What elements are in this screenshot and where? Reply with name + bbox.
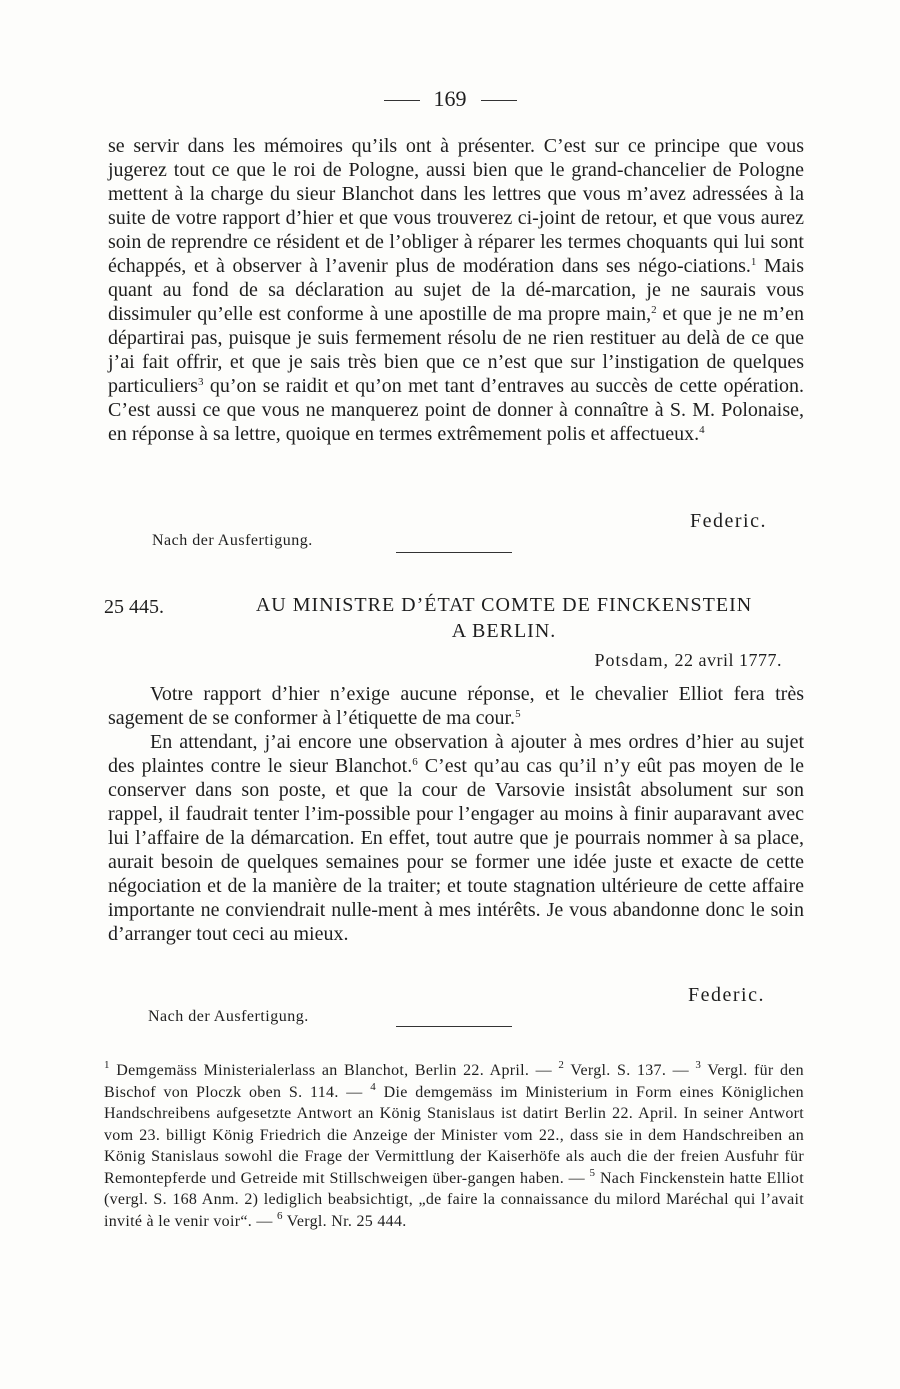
footnote-text-2: Vergl. S. 137. —	[570, 1062, 689, 1079]
page-number: 169	[433, 86, 467, 111]
letter2-dateline	[594, 650, 782, 671]
footnote-text-5: Nach Finckenstein hatte Elliot (vergl. S. 168 Anm. 2) lediglich beabsichtigt, „de faire la connaissance du milord Maréchal qui l’avait invité à le venir voir“. —	[104, 1169, 804, 1230]
footnote-num-6: 6	[276, 1209, 283, 1222]
header-dash-right	[481, 100, 517, 101]
letter2-rule	[396, 1026, 512, 1027]
footnote-ref-5: 5	[515, 708, 521, 720]
letter2-place: Potsdam,	[594, 650, 669, 670]
letter1-text3: et que je ne m’en départirai pas, puisque je suis fermement résolu de ne rien restituer au delà de ce que j’ai fait offrir, et que je sais très bien que ce n’est que sur l’instigation de quelques particuliers	[108, 303, 804, 397]
letter2-signature: Federic.	[688, 984, 765, 1006]
letter2-body	[108, 682, 804, 946]
footnote-num-2: 2	[558, 1059, 565, 1071]
letter1-signature: Federic.	[690, 510, 767, 532]
footnote-num-5: 5	[589, 1166, 596, 1179]
letter2-source: Nach der Ausfertigung.	[148, 1008, 309, 1025]
page-header	[0, 86, 900, 112]
footnote-ref-1: 1	[750, 256, 757, 268]
footnote-text-1: Demgemäss Ministerialerlass an Blanchot, Berlin 22. April. —	[116, 1062, 552, 1079]
letter2-date: 22 avril 1777.	[674, 650, 782, 670]
letter2-title-line2: A BERLIN.	[451, 620, 557, 642]
letter1-rule	[396, 552, 512, 553]
letter1-text2: Mais quant au fond de sa déclaration au sujet de la dé-marcation, je ne saurais vous dissimuler qu’elle est conforme à une apostille de ma propre main,	[108, 255, 805, 325]
footnotes	[104, 1060, 804, 1232]
letter2-p2a-text: En attendant, j’ai encore une observation à ajouter à mes ordres d’hier au sujet des plaintes contre le sieur Blanchot.	[108, 731, 804, 777]
footnote-ref-6: 6	[412, 756, 418, 768]
footnote-num-1: 1	[104, 1059, 110, 1071]
letter2-title	[204, 592, 804, 644]
letter2-p2b-text: C’est qu’au cas qu’il n’y eût pas moyen de le conserver dans son poste, et que la cour de Varsovie insistât absolument sur son rappel, il faudrait tenter l’im-possible pour l’engager au moins à finir auparavant avec lui l’affaire de la démarcation. En effet, tout autre que je pourrais nommer à sa place, aurait besoin de quelques semaines pour se former une idée juste et exacte de cette négociation et de la manière de la traiter; et toute stagnation ultérieure de cette affaire importante ne conviendrait nulle-ment à mes intérêts. Je vous abandonne donc le soin d’arranger tout ceci au mieux.	[108, 755, 805, 945]
letter1-text: se servir dans les mémoires qu’ils ont à présenter. C’est sur ce principe que vous jugerez tout ce que le roi de Pologne, aussi bien que le grand-chancelier de Pologne mettent à la charge du sieur Blanchot dans les lettres que vous m’avez adressées à la suite de votre rapport d’hier et que vous trouverez ci-joint de retour, et que vous aurez soin de reprendre ce résident et de l’obliger à réparer les termes choquants qui lui sont échappés, et à observer à l’avenir plus de modération dans ses négo-ciations.	[108, 135, 804, 277]
footnote-text-3: Vergl. für den Bischof von Ploczk oben S. 114. —	[104, 1062, 804, 1101]
letter2-p1-text: Votre rapport d’hier n’exige aucune réponse, et le chevalier Elliot fera très sagement de se conformer à l’étiquette de ma cour.	[108, 683, 804, 729]
footnotes-block	[104, 1060, 804, 1232]
letter2-title-line1: AU MINISTRE D’ÉTAT COMTE DE FINCKENSTEIN	[255, 594, 753, 616]
letter1-text4: qu’on se raidit et qu’on met tant d’entraves au succès de cette opération. C’est aussi ce que vous ne manquerez point de donner à connaître à S. M. Polonaise, en réponse à sa lettre, quoique en termes extrêmement polis et affectueux.	[108, 375, 804, 445]
header-dash-left	[384, 100, 420, 101]
letter1-body	[108, 134, 804, 446]
footnote-ref-2: 2	[651, 304, 657, 316]
footnote-num-3: 3	[695, 1059, 702, 1071]
letter2-number: 25 445.	[104, 596, 164, 618]
letter2-paragraph-2	[108, 730, 804, 946]
footnote-text-6: Vergl. Nr. 25 444.	[286, 1212, 407, 1230]
footnote-ref-3: 3	[197, 376, 204, 388]
letter2-paragraph-1	[108, 682, 804, 730]
footnote-text-4: Die demgemäss im Ministerium in Form eines Königlichen Handschreibens aufgesetzte Antwort an König Stanislaus ist datirt Berlin 22. April. In seiner Antwort vom 23. billigt König Friedrich die Anzeige der Minister vom 22., dass sie in dem Handschreiben an König Stanislaus sowohl die Frage der Vermittlung der Kaiserhöfe als auch die der freien Ausfuhr für Remontepferde und Getreide mit Stillschweigen über-gangen haben. —	[104, 1083, 804, 1187]
letter1-source: Nach der Ausfertigung.	[152, 532, 313, 549]
letter1-paragraph	[108, 134, 804, 446]
footnote-ref-4: 4	[699, 424, 705, 436]
footnote-num-4: 4	[370, 1080, 377, 1093]
